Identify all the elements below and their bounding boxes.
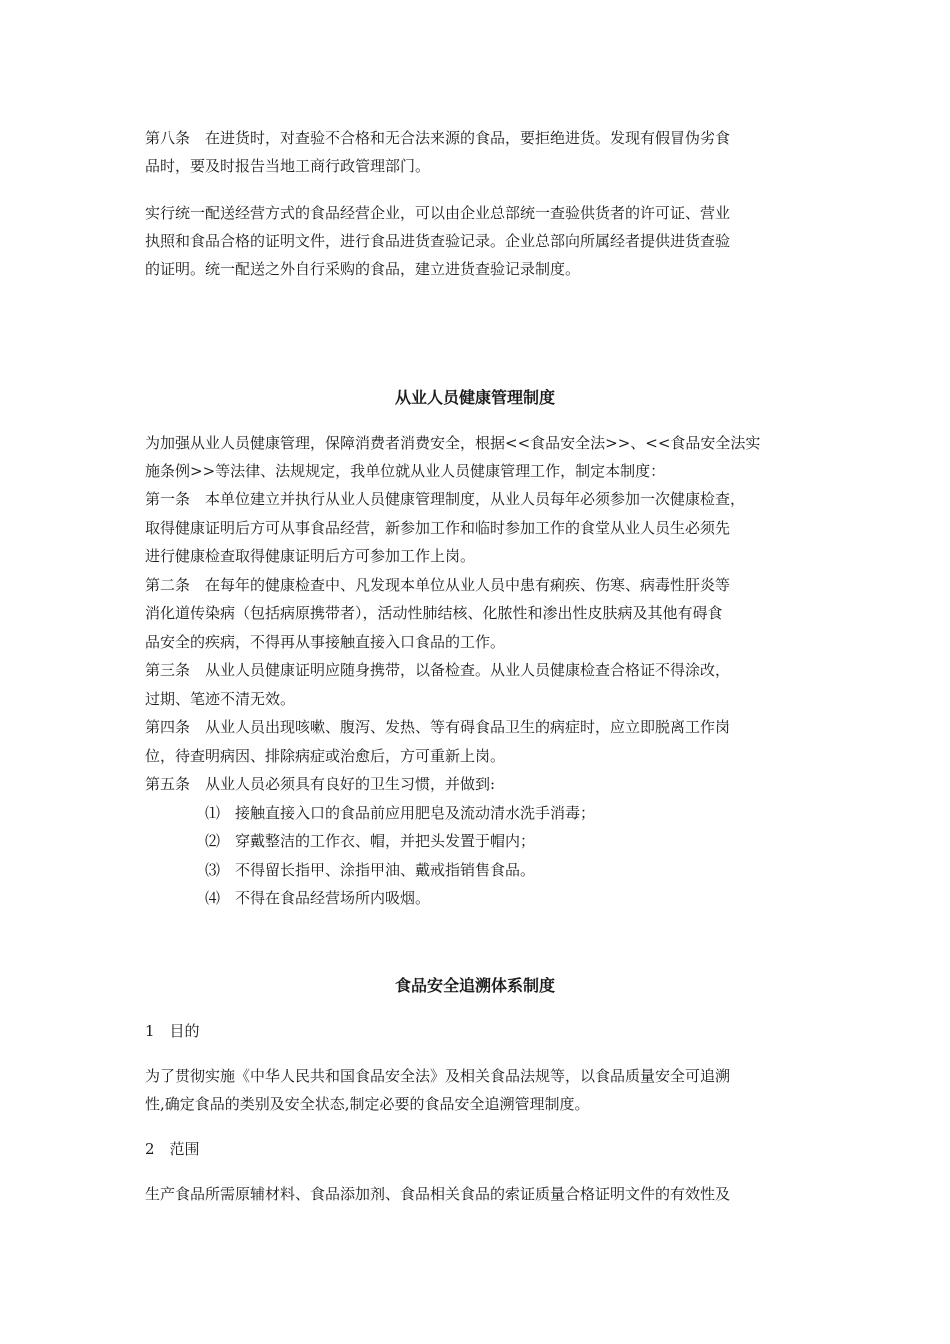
health-section-title: 从业人员健康管理制度 (394, 388, 555, 407)
health-intro-line-1: 为加强从业人员健康管理，保障消费者消费安全，根据<<食品安全法>>、<<食品安全法实 (145, 434, 761, 452)
distribution-line-2: 执照和食品合格的证明文件，进行食品进货查验记录。企业总部向所属经者提供进货查验 (145, 232, 731, 250)
article3-line-2: 过期、笔迹不清无效。 (145, 690, 296, 708)
hygiene-item-4: ⑷ 不得在食品经营场所内吸烟。 (205, 889, 431, 907)
hygiene-item-3: ⑶ 不得留长指甲、涂指甲油、戴戒指销售食品。 (205, 861, 536, 879)
purpose-line-2: 性,确定食品的类别及安全状态,制定必要的食品安全追溯管理制度。 (145, 1095, 590, 1113)
scope-line-1: 生产食品所需原辅材料、食品添加剂、食品相关食品的索证质量合格证明文件的有效性及 (145, 1185, 731, 1203)
purpose-heading: 1 目的 (145, 1022, 200, 1040)
article3-line-1: 第三条 从业人员健康证明应随身携带，以备检查。从业人员健康检查合格证不得涂改， (145, 661, 731, 679)
purpose-line-1: 为了贯彻实施《中华人民共和国食品安全法》及相关食品法规等，以食品质量安全可追溯 (145, 1067, 731, 1085)
trace-section-title: 食品安全追溯体系制度 (394, 976, 555, 995)
article2-line-1: 第二条 在每年的健康检查中、凡发现本单位从业人员中患有痢疾、伤寒、病毒性肝炎等 (145, 576, 731, 594)
article4-line-1: 第四条 从业人员出现咳嗽、腹泻、发热、等有碍食品卫生的病症时，应立即脱离工作岗 (145, 718, 731, 736)
article2-line-3: 品安全的疾病，不得再从事接触直接入口食品的工作。 (145, 633, 506, 651)
article1-line-2: 取得健康证明后方可从事食品经营，新参加工作和临时参加工作的食堂从业人员生必须先 (145, 519, 731, 537)
scope-heading: 2 范围 (145, 1140, 200, 1158)
distribution-line-3: 的证明。统一配送之外自行采购的食品，建立进货查验记录制度。 (145, 260, 581, 278)
article1-line-3: 进行健康检查取得健康证明后方可参加工作上岗。 (145, 547, 476, 565)
article8-line-2: 品时，要及时报告当地工商行政管理部门。 (145, 157, 431, 175)
article5-line: 第五条 从业人员必须具有良好的卫生习惯，并做到: (145, 775, 496, 793)
article4-line-2: 位，待查明病因、排除病症或治愈后，方可重新上岗。 (145, 747, 506, 765)
distribution-line-1: 实行统一配送经营方式的食品经营企业，可以由企业总部统一查验供货者的许可证、营业 (145, 204, 731, 222)
article1-line-1: 第一条 本单位建立并执行从业人员健康管理制度，从业人员每年必须参加一次健康检查， (145, 490, 746, 508)
article8-line-1: 第八条 在进货时，对查验不合格和无合法来源的食品，要拒绝进货。发现有假冒伪劣食 (145, 129, 731, 147)
hygiene-item-2: ⑵ 穿戴整洁的工作衣、帽，并把头发置于帽内； (205, 832, 536, 850)
hygiene-item-1: ⑴ 接触直接入口的食品前应用肥皂及流动清水洗手消毒； (205, 804, 596, 822)
article2-line-2: 消化道传染病（包括病原携带者），活动性肺结核、化脓性和渗出性皮肤病及其他有碍食 (145, 604, 723, 622)
health-intro-line-2: 施条例>>等法律、法规规定，我单位就从业人员健康管理工作，制定本制度： (145, 462, 666, 480)
